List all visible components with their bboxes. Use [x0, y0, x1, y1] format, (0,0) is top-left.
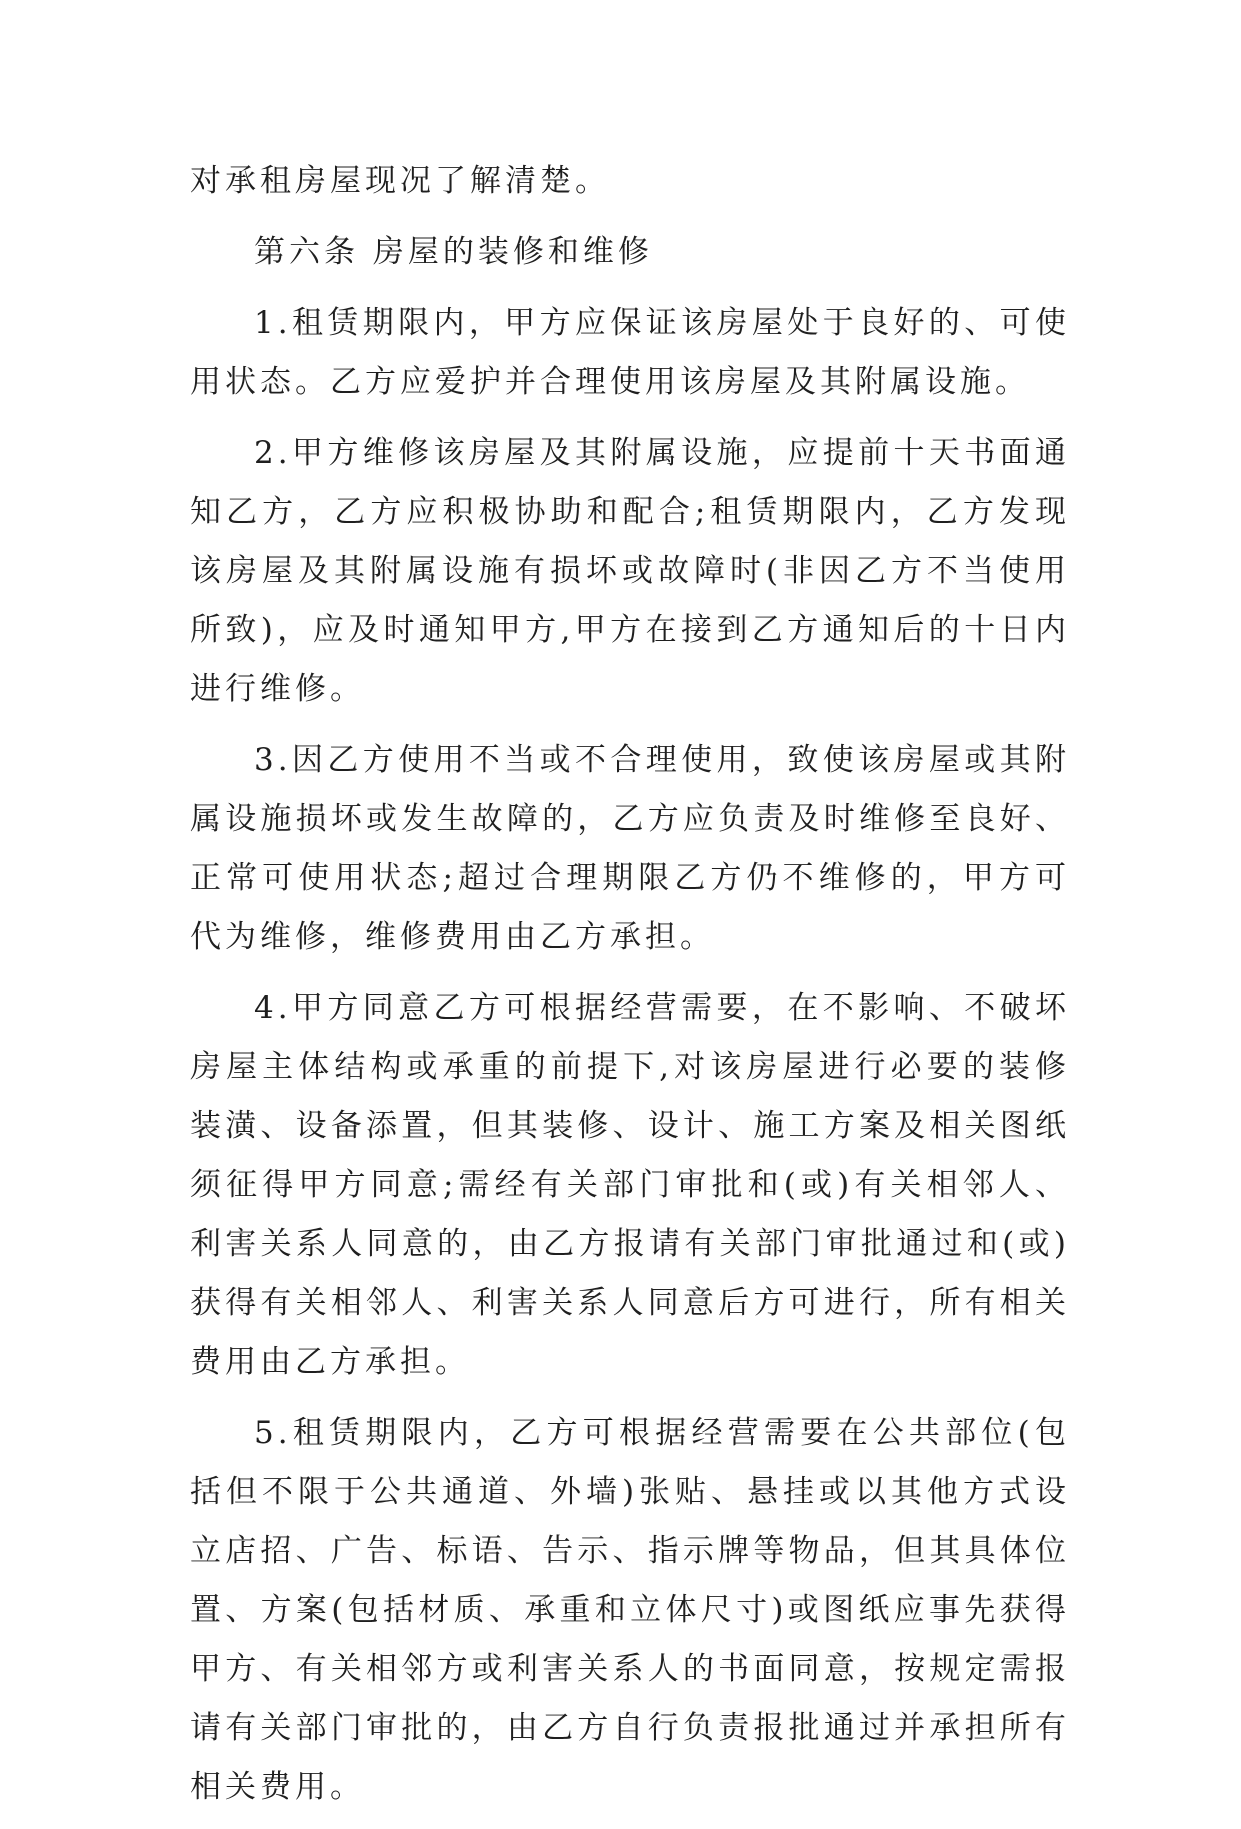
section-heading-article-6: 第六条 房屋的装修和维修 — [254, 234, 653, 270]
paragraph-clause-1: 1.租赁期限内，甲方应保证该房屋处于良好的、可使用状态。乙方应爱护并合理使用该房屋及其附属设施。 — [190, 305, 1070, 400]
paragraph-clause-5: 5.租赁期限内，乙方可根据经营需要在公共部位(包括但不限于公共通道、外墙)张贴、悬挂或以其他方式设立店招、广告、标语、告示、指示牌等物品，但其具体位置、方案(包括材质、承重和立体尺寸)或图纸应事先获得甲方、有关相邻方或利害关系人的书面同意，按规定需报请有关部门审批的，由乙方自行负责报批通过并承担所有相关费用。 — [190, 1415, 1070, 1805]
paragraph-continuation: 对承租房屋现况了解清楚。 — [190, 163, 610, 199]
paragraph-clause-2: 2.甲方维修该房屋及其附属设施，应提前十天书面通知乙方，乙方应积极协助和配合;租赁期限内，乙方发现该房屋及其附属设施有损坏或故障时(非因乙方不当使用所致)，应及时通知甲方,甲方在接到乙方通知后的十日内进行维修。 — [190, 435, 1070, 707]
paragraph-clause-3: 3.因乙方使用不当或不合理使用，致使该房屋或其附属设施损坏或发生故障的，乙方应负责及时维修至良好、正常可使用状态;超过合理期限乙方仍不维修的，甲方可代为维修，维修费用由乙方承担。 — [190, 742, 1070, 955]
document-body — [190, 152, 1070, 1829]
paragraph-clause-4: 4.甲方同意乙方可根据经营需要，在不影响、不破坏房屋主体结构或承重的前提下,对该房屋进行必要的装修装潢、设备添置，但其装修、设计、施工方案及相关图纸须征得甲方同意;需经有关部门审批和(或)有关相邻人、利害关系人同意的，由乙方报请有关部门审批通过和(或)获得有关相邻人、利害关系人同意后方可进行，所有相关费用由乙方承担。 — [190, 990, 1070, 1380]
